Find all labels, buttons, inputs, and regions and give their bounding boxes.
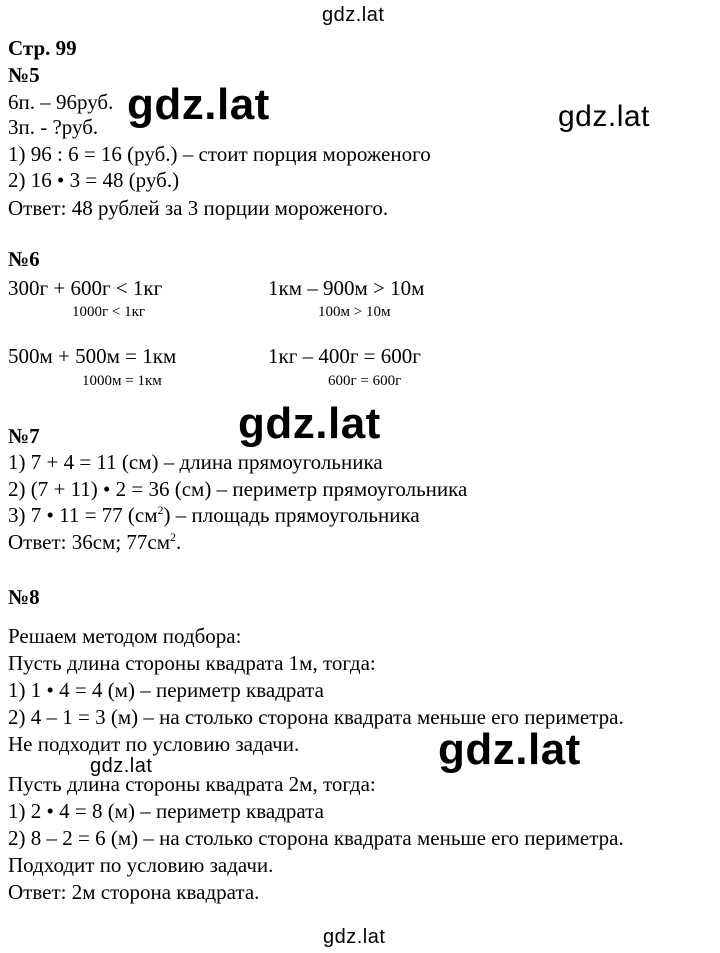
task8-line: 2) 8 – 2 = 6 (м) – на столько сторона квадрата меньше его периметра.	[8, 826, 624, 850]
task7-line3-superscript: 2	[157, 503, 164, 517]
task7-line: 1) 7 + 4 = 11 (см) – длина прямоугольника	[8, 450, 383, 474]
watermark-bottom: gdz.lat	[323, 926, 386, 948]
task6-expression: 1кг – 400г = 600г	[268, 344, 421, 368]
task7-answer-text: Ответ: 36см; 77см	[8, 530, 171, 554]
task7-answer-superscript: 2	[170, 530, 177, 544]
task7-line3-rest: ) – площадь прямоугольника	[163, 503, 420, 527]
task7-answer-end: .	[176, 530, 182, 554]
watermark-small: gdz.lat	[90, 755, 153, 777]
task6-expression: 1км – 900м > 10м	[268, 276, 425, 300]
task8-line: 1) 2 • 4 = 8 (м) – периметр квадрата	[8, 799, 324, 823]
task8-line: Подходит по условию задачи.	[8, 853, 274, 877]
task6-check: 100м > 10м	[318, 304, 391, 320]
watermark-top: gdz.lat	[322, 4, 385, 26]
task8-line: Не подходит по условию задачи.	[8, 732, 300, 756]
task7-line: 2) (7 + 11) • 2 = 36 (см) – периметр прямоугольника	[8, 477, 468, 501]
task7-line3-text: 3) 7 • 11 = 77 (см	[8, 503, 158, 527]
task5-line: 1) 96 : 6 = 16 (руб.) – стоит порция мороженого	[8, 142, 431, 166]
task7-line	[8, 503, 420, 527]
task6-expression: 500м + 500м = 1км	[8, 344, 177, 368]
task6-check: 1000г < 1кг	[72, 304, 146, 320]
task8-answer: Ответ: 2м сторона квадрата.	[8, 880, 260, 904]
task8-line: Пусть длина стороны квадрата 1м, тогда:	[8, 651, 376, 675]
task8-line: Решаем методом подбора:	[8, 624, 242, 648]
task6-title: №6	[8, 247, 40, 271]
task5-title: №5	[8, 63, 40, 87]
task5-line: 2) 16 • 3 = 48 (руб.)	[8, 168, 180, 192]
task8-line: Пусть длина стороны квадрата 2м, тогда:	[8, 772, 376, 796]
task8-title: №8	[8, 585, 40, 609]
task6-expression: 300г + 600г < 1кг	[8, 276, 163, 300]
watermark-large: gdz.lat	[438, 725, 581, 774]
page-header: Стр. 99	[8, 36, 77, 60]
task8-line: 2) 4 – 1 = 3 (м) – на столько сторона квадрата меньше его периметра.	[8, 705, 624, 729]
task7-title: №7	[8, 424, 40, 448]
watermark-large: gdz.lat	[127, 80, 270, 129]
watermark-medium: gdz.lat	[558, 100, 650, 133]
task5-answer: Ответ: 48 рублей за 3 порции мороженого.	[8, 196, 389, 220]
watermark-large: gdz.lat	[238, 399, 381, 448]
task7-answer	[8, 530, 181, 554]
task6-check: 600г = 600г	[328, 373, 402, 389]
task5-line: 3п. - ?руб.	[8, 115, 99, 139]
task5-line: 6п. – 96руб.	[8, 90, 114, 114]
task8-line: 1) 1 • 4 = 4 (м) – периметр квадрата	[8, 678, 324, 702]
task6-check: 1000м = 1км	[82, 373, 162, 389]
